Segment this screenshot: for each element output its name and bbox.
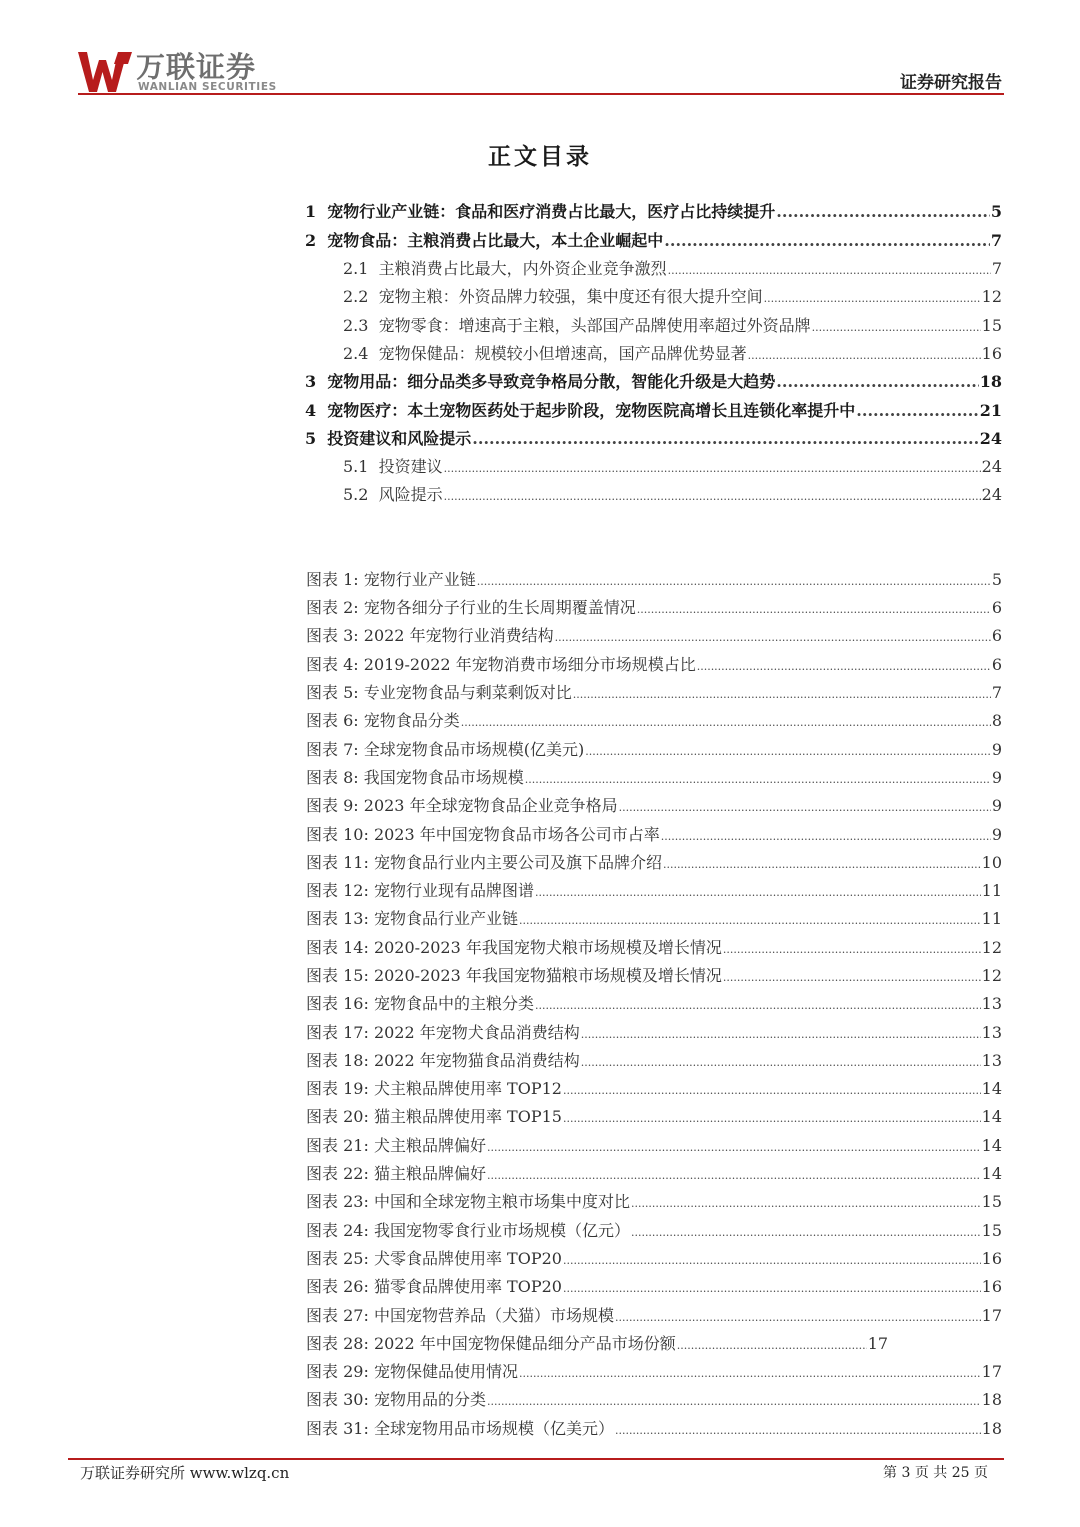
toc-text: 风险提示 [378,485,443,504]
figure-title: 我国宠物零食行业市场规模（亿元） [373,1221,630,1240]
figure-page-number: 11 [981,881,1002,900]
figure-entry-23[interactable] [306,1189,1002,1212]
figure-leader-dots [723,971,981,984]
figure-leader-dots [563,1084,981,1097]
toc-entry-2-4[interactable] [343,341,1002,364]
figure-page-number: 15 [981,1192,1002,1211]
figure-title: 猫主粮品牌偏好 [373,1164,486,1183]
figure-leader-dots [581,1028,981,1041]
figure-label: 图表 10: [306,825,369,844]
toc-number: 1 [305,202,317,221]
figure-page-number: 5 [991,570,1002,589]
figure-entry-3[interactable] [306,623,1002,646]
figure-label: 图表 24: [306,1221,369,1240]
figure-page-number: 9 [991,796,1002,815]
figure-leader-dots [585,745,991,758]
figure-entry-27[interactable] [306,1303,1002,1326]
figure-leader-dots [615,1311,981,1324]
figure-leader-dots [555,631,991,644]
figure-leader-dots [563,1112,981,1125]
figure-page-number: 16 [981,1249,1002,1268]
figure-leader-dots [631,1197,981,1210]
figure-page-number: 8 [991,711,1002,730]
figure-label: 图表 20: [306,1107,369,1126]
figure-page-number: 13 [981,1051,1002,1070]
logo-chinese-name: 万联证券 [136,50,257,84]
report-type-label: 证券研究报告 [900,73,1002,93]
toc-entry-5-2[interactable] [343,482,1002,505]
figure-entry-26[interactable] [306,1274,1002,1297]
figure-label: 图表 11: [306,853,369,872]
footer-institute: 万联证券研究所 www.wlzq.cn [80,1464,290,1482]
figure-title: 宠物各细分子行业的生长周期覆盖情况 [363,598,636,617]
toc-leader-dots [444,462,981,475]
footer-page-info: 第 3 页 共 25 页 [883,1465,988,1481]
figure-title: 全球宠物食品市场规模(亿美元) [363,740,585,759]
figure-entry-18[interactable] [306,1048,1002,1071]
figure-entry-14[interactable] [306,935,1002,958]
figure-page-number: 12 [981,938,1002,957]
figure-entry-9[interactable] [306,793,1002,816]
figure-page-number: 17 [981,1306,1002,1325]
figure-label: 图表 1: [306,570,359,589]
figure-title: 猫零食品牌使用率 TOP20 [373,1277,562,1296]
toc-page-number: 24 [981,457,1002,476]
toc-text: 投资建议 [378,457,443,476]
figure-page-number: 10 [981,853,1002,872]
toc-leader-dots [444,490,981,503]
toc-page-number: 15 [981,316,1002,335]
toc-entry-2-2[interactable] [343,284,1002,307]
figure-entry-2[interactable] [306,595,1002,618]
figure-label: 图表 3: [306,626,359,645]
figure-page-number: 6 [991,598,1002,617]
figure-entry-22[interactable] [306,1161,1002,1184]
figure-leader-dots [535,999,981,1012]
toc-leader-dots [748,349,981,362]
toc-leader-dots [776,372,978,391]
figure-title: 全球宠物用品市场规模（亿美元） [373,1419,614,1438]
toc-title: 正文目录 [488,143,592,170]
figure-leader-dots [461,716,991,729]
figure-entry-24[interactable] [306,1218,1002,1241]
figure-label: 图表 8: [306,768,359,787]
figure-label: 图表 28: [306,1334,369,1353]
toc-text: 宠物食品：主粮消费占比最大，本土企业崛起中 [327,231,664,250]
figure-label: 图表 31: [306,1419,369,1438]
figure-title: 我国宠物食品市场规模 [363,768,524,787]
figure-label: 图表 19: [306,1079,369,1098]
toc-number: 3 [305,372,317,391]
toc-page-number: 7 [990,231,1002,250]
figure-title: 宠物用品的分类 [373,1390,486,1409]
figure-leader-dots [661,830,991,843]
toc-leader-dots [764,292,981,305]
toc-text: 宠物用品：细分品类多导致竞争格局分散，智能化升级是大趋势 [327,372,776,391]
figure-label: 图表 26: [306,1277,369,1296]
figure-entry-7[interactable] [306,737,1002,760]
figure-entry-11[interactable] [306,850,1002,873]
figure-title: 2022 年中国宠物保健品细分产品市场份额 [373,1334,676,1353]
toc-text: 宠物行业产业链：食品和医疗消费占比最大，医疗占比持续提升 [327,202,776,221]
figure-title: 中国和全球宠物主粮市场集中度对比 [373,1192,630,1211]
figure-leader-dots [619,801,991,814]
figure-leader-dots [615,1424,981,1437]
toc-page-number: 16 [981,344,1002,363]
toc-number: 4 [305,401,317,420]
figure-entry-30[interactable] [306,1387,1002,1410]
figure-leader-dots [525,773,991,786]
figure-title: 2020-2023 年我国宠物犬粮市场规模及增长情况 [373,938,722,957]
figure-leader-dots [663,858,981,871]
toc-page-number: 24 [979,429,1002,448]
toc-number: 2.4 [343,344,369,363]
figure-page-number: 16 [981,1277,1002,1296]
figure-title: 2023 年全球宠物食品企业竞争格局 [363,796,618,815]
figure-title: 宠物行业产业链 [363,570,476,589]
logo-english-name: WANLIAN SECURITIES [138,81,277,93]
figure-label: 图表 7: [306,740,359,759]
figure-title: 宠物食品行业内主要公司及旗下品牌介绍 [373,853,662,872]
figure-entry-17[interactable] [306,1020,1002,1043]
toc-number: 5 [305,429,317,448]
toc-page-number: 12 [981,287,1002,306]
figure-page-number: 14 [981,1107,1002,1126]
figure-entry-13[interactable] [306,906,1002,929]
figure-leader-dots [535,886,981,899]
figure-entry-20[interactable] [306,1104,1002,1127]
toc-text: 宠物医疗：本土宠物医药处于起步阶段，宠物医院高增长且连锁化率提升中 [327,401,856,420]
toc-leader-dots [664,231,990,250]
figure-label: 图表 2: [306,598,359,617]
figure-page-number: 14 [981,1079,1002,1098]
figure-label: 图表 13: [306,909,369,928]
figure-page-number: 11 [981,909,1002,928]
toc-leader-dots [812,321,981,334]
figure-title: 2020-2023 年我国宠物猫粮市场规模及增长情况 [373,966,722,985]
figure-title: 犬主粮品牌偏好 [373,1136,486,1155]
figure-label: 图表 21: [306,1136,369,1155]
toc-entry-1[interactable] [305,199,1002,222]
figure-page-number: 13 [981,1023,1002,1042]
figure-entry-29[interactable] [306,1359,1002,1382]
toc-entry-2[interactable] [305,228,1002,251]
figure-leader-dots [487,1141,981,1154]
toc-text: 宠物保健品：规模较小但增速高，国产品牌优势显著 [378,344,747,363]
toc-page-number: 7 [991,259,1002,278]
toc-number: 2.1 [343,259,369,278]
figure-entry-16[interactable] [306,991,1002,1014]
figure-title: 2022 年宠物猫食品消费结构 [373,1051,580,1070]
toc-text: 投资建议和风险提示 [327,429,472,448]
figure-page-number: 7 [991,683,1002,702]
figure-title: 猫主粮品牌使用率 TOP15 [373,1107,562,1126]
figure-title: 2023 年中国宠物食品市场各公司市占率 [373,825,660,844]
figure-leader-dots [631,1226,981,1239]
figure-label: 图表 6: [306,711,359,730]
toc-entry-3[interactable] [305,369,1002,392]
figure-entry-19[interactable] [306,1076,1002,1099]
figure-page-number: 13 [981,994,1002,1013]
figure-page-number: 6 [991,626,1002,645]
figure-label: 图表 16: [306,994,369,1013]
figure-leader-dots [477,575,991,588]
figure-label: 图表 12: [306,881,369,900]
figure-label: 图表 4: [306,655,359,674]
figure-title: 中国宠物营养品（犬猫）市场规模 [373,1306,614,1325]
figure-leader-dots [723,943,981,956]
toc-leader-dots [776,202,990,221]
toc-entry-2-1[interactable] [343,256,1002,279]
figure-entry-6[interactable] [306,708,1002,731]
toc-entry-4[interactable] [305,398,1002,421]
figure-label: 图表 15: [306,966,369,985]
figure-title: 2022 年宠物犬食品消费结构 [373,1023,580,1042]
figure-label: 图表 27: [306,1306,369,1325]
figure-page-number: 17 [981,1362,1002,1381]
toc-number: 2.3 [343,316,369,335]
figure-label: 图表 30: [306,1390,369,1409]
figure-title: 专业宠物食品与剩菜剩饭对比 [363,683,572,702]
figure-page-number: 12 [981,966,1002,985]
figure-leader-dots [563,1282,981,1295]
figure-entry-12[interactable] [306,878,1002,901]
figure-page-number: 18 [981,1419,1002,1438]
toc-page-number: 18 [979,372,1002,391]
toc-leader-dots [668,264,991,277]
figure-entry-15[interactable] [306,963,1002,986]
figure-title: 宠物食品行业产业链 [373,909,518,928]
figure-label: 图表 14: [306,938,369,957]
figure-title: 宠物食品中的主粮分类 [373,994,534,1013]
figure-page-number: 17 [867,1334,889,1353]
wanlian-logo-mark-icon [78,50,132,94]
figure-title: 犬零食品牌使用率 TOP20 [373,1249,562,1268]
toc-entry-5-1[interactable] [343,454,1002,477]
toc-text: 宠物主粮：外资品牌力较强，集中度还有很大提升空间 [378,287,763,306]
figure-entry-5[interactable] [306,680,1002,703]
toc-page-number: 21 [979,401,1002,420]
figure-label: 图表 22: [306,1164,369,1183]
figure-title: 宠物行业现有品牌图谱 [373,881,534,900]
figure-entry-28[interactable] [306,1331,888,1354]
toc-number: 2.2 [343,287,369,306]
figure-leader-dots [581,1056,981,1069]
figure-title: 宠物食品分类 [363,711,460,730]
figure-entry-1[interactable] [306,567,1002,590]
figure-page-number: 14 [981,1136,1002,1155]
figure-leader-dots [487,1169,981,1182]
figure-entry-4[interactable] [306,652,1002,675]
company-logo [78,50,293,96]
figure-page-number: 14 [981,1164,1002,1183]
figure-leader-dots [637,603,991,616]
figure-title: 宠物保健品使用情况 [373,1362,518,1381]
toc-text: 宠物零食：增速高于主粮，头部国产品牌使用率超过外资品牌 [378,316,811,335]
figure-page-number: 15 [981,1221,1002,1240]
toc-page-number: 24 [981,485,1002,504]
toc-entry-5[interactable] [305,426,1002,449]
figure-label: 图表 17: [306,1023,369,1042]
toc-entry-2-3[interactable] [343,313,1002,336]
toc-number: 5.1 [343,457,369,476]
figure-page-number: 6 [991,655,1002,674]
figure-entry-25[interactable] [306,1246,1002,1269]
toc-text: 主粮消费占比最大，内外资企业竞争激烈 [378,259,667,278]
figure-label: 图表 23: [306,1192,369,1211]
figure-label: 图表 9: [306,796,359,815]
figure-entry-31[interactable] [306,1416,1002,1439]
toc-number: 2 [305,231,317,250]
toc-number: 5.2 [343,485,369,504]
figure-leader-dots [519,914,981,927]
figure-entry-10[interactable] [306,822,1002,845]
figure-entry-8[interactable] [306,765,1002,788]
figure-label: 图表 29: [306,1362,369,1381]
figure-title: 2022 年宠物行业消费结构 [363,626,554,645]
figure-label: 图表 5: [306,683,359,702]
figure-title: 2019-2022 年宠物消费市场细分市场规模占比 [363,655,696,674]
figure-leader-dots [563,1254,981,1267]
figure-leader-dots [519,1367,981,1380]
figure-label: 图表 25: [306,1249,369,1268]
figure-leader-dots [677,1339,867,1352]
figure-entry-21[interactable] [306,1133,1002,1156]
figure-page-number: 9 [991,825,1002,844]
toc-page-number: 5 [990,202,1002,221]
figure-label: 图表 18: [306,1051,369,1070]
toc-leader-dots [472,429,978,448]
toc-leader-dots [856,401,978,420]
footer-divider [68,1458,1004,1460]
figure-page-number: 9 [991,768,1002,787]
header-divider [78,93,1004,95]
figure-leader-dots [573,688,991,701]
figure-page-number: 18 [981,1390,1002,1409]
figure-title: 犬主粮品牌使用率 TOP12 [373,1079,562,1098]
figure-page-number: 9 [991,740,1002,759]
figure-leader-dots [697,660,991,673]
figure-leader-dots [487,1395,981,1408]
